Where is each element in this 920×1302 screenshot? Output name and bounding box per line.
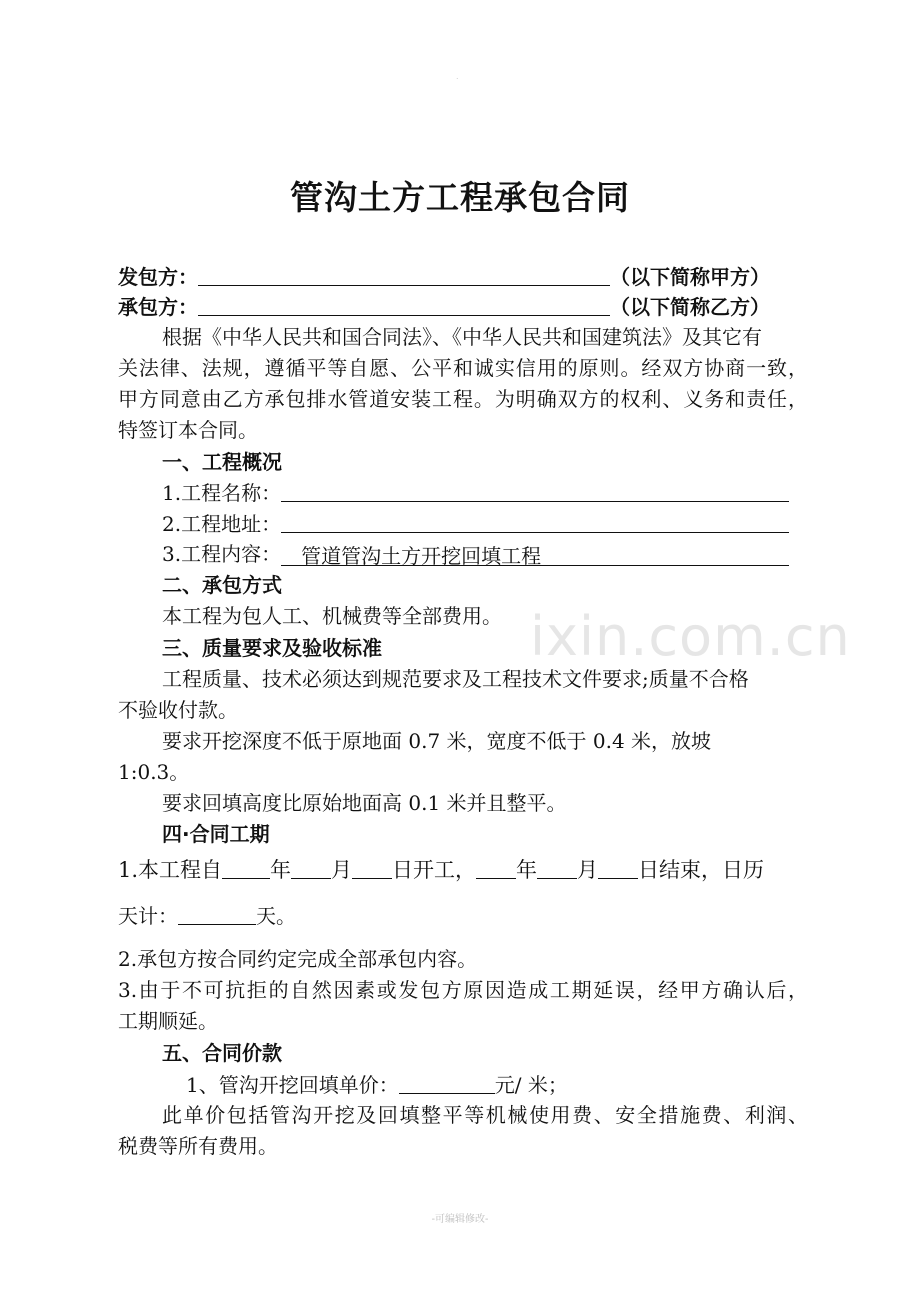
schedule-item-3-line-1: 3.由于不可抗拒的自然因素或发包方原因造成工期延误，经甲方确认后， — [118, 978, 808, 1002]
end-day-blank — [598, 854, 638, 879]
project-name-label: 1.工程名称： — [162, 481, 282, 505]
schedule-line-1 — [118, 854, 808, 885]
quality-line-1: 工程质量、技术必须达到规范要求及工程技术文件要求;质量不合格 — [162, 667, 749, 691]
section1-heading: 一、工程概况 — [162, 450, 282, 474]
intro-line-1: 根据《中华人民共和国合同法》、《中华人民共和国建筑法》及其它有 — [162, 325, 762, 349]
project-name-line — [162, 477, 808, 508]
price-note-line-1: 此单价包括管沟开挖及回填整平等机械使用费、安全措施费、利润、 — [162, 1103, 808, 1127]
start-year-blank — [222, 854, 270, 879]
section2-heading: 二、承包方式 — [162, 573, 282, 597]
unit-price-line — [186, 1069, 808, 1100]
party-a-label: 发包方： — [118, 265, 198, 289]
watermark: ixin.com.cn — [530, 605, 851, 668]
party-a-line — [118, 261, 808, 292]
unit-price-label: 1、管沟开挖回填单价： — [186, 1073, 399, 1097]
schedule-line-2 — [118, 900, 808, 931]
unit-price-blank — [399, 1069, 495, 1094]
project-content-value: 管道管沟土方开挖回填工程 — [281, 541, 789, 566]
section4-heading: 四·合同工期 — [162, 822, 270, 846]
party-a-suffix: （以下简称甲方） — [610, 265, 770, 289]
calendar-days-blank — [178, 900, 256, 925]
start-day-label: 日开工， — [392, 858, 477, 882]
party-a-blank — [198, 261, 610, 286]
party-b-suffix: （以下简称乙方） — [610, 295, 770, 319]
section5-heading: 五、合同价款 — [162, 1041, 282, 1065]
start-month-blank — [291, 854, 331, 879]
start-month-label: 月 — [331, 858, 353, 882]
party-b-line — [118, 291, 808, 322]
days-unit: 天。 — [256, 904, 296, 928]
end-month-label: 月 — [577, 858, 599, 882]
price-note-line-2: 税费等所有费用。 — [118, 1134, 278, 1158]
project-content-line — [162, 539, 808, 569]
start-year-label: 年 — [270, 858, 292, 882]
end-year-label: 年 — [516, 858, 538, 882]
party-b-label: 承包方： — [118, 295, 198, 319]
schedule-item-2: 2.承包方按合同约定完成全部承包内容。 — [118, 947, 478, 971]
party-b-blank — [198, 291, 610, 316]
project-address-blank — [281, 508, 789, 533]
intro-line-3: 甲方同意由乙方承包排水管道安装工程。为明确双方的权利、义务和责任， — [118, 387, 808, 411]
header-dot: . — [456, 72, 459, 81]
project-address-label: 2.工程地址： — [162, 512, 282, 536]
section3-heading: 三、质量要求及验收标准 — [162, 636, 382, 660]
excavation-line-1: 要求开挖深度不低于原地面 0.7 米，宽度不低于 0.4 米，放坡 — [162, 729, 712, 753]
project-address-line — [162, 508, 808, 539]
intro-line-4: 特签订本合同。 — [118, 418, 258, 442]
backfill-line: 要求回填高度比原始地面高 0.1 米并且整平。 — [162, 791, 567, 815]
section2-text: 本工程为包人工、机械费等全部费用。 — [162, 604, 502, 628]
start-day-blank — [352, 854, 392, 879]
project-name-blank — [281, 477, 789, 502]
calendar-days-label: 天计： — [118, 904, 178, 928]
project-content-label: 3.工程内容： — [162, 542, 282, 566]
quality-line-2: 不验收付款。 — [118, 698, 238, 722]
end-month-blank — [537, 854, 577, 879]
contract-title: 管沟土方工程承包合同 — [290, 178, 630, 217]
schedule-start-text: 1.本工程自 — [118, 858, 223, 882]
intro-line-2: 关法律、法规，遵循平等自愿、公平和诚实信用的原则。经双方协商一致， — [118, 356, 808, 380]
page-footer: -可编辑修改- — [431, 1214, 489, 1225]
end-day-label: 日结束，日历 — [638, 858, 765, 882]
unit-price-unit: 元/ 米； — [494, 1073, 568, 1097]
excavation-line-2: 1:0.3。 — [118, 760, 190, 784]
schedule-item-3-line-2: 工期顺延。 — [118, 1009, 218, 1033]
end-year-blank — [476, 854, 516, 879]
